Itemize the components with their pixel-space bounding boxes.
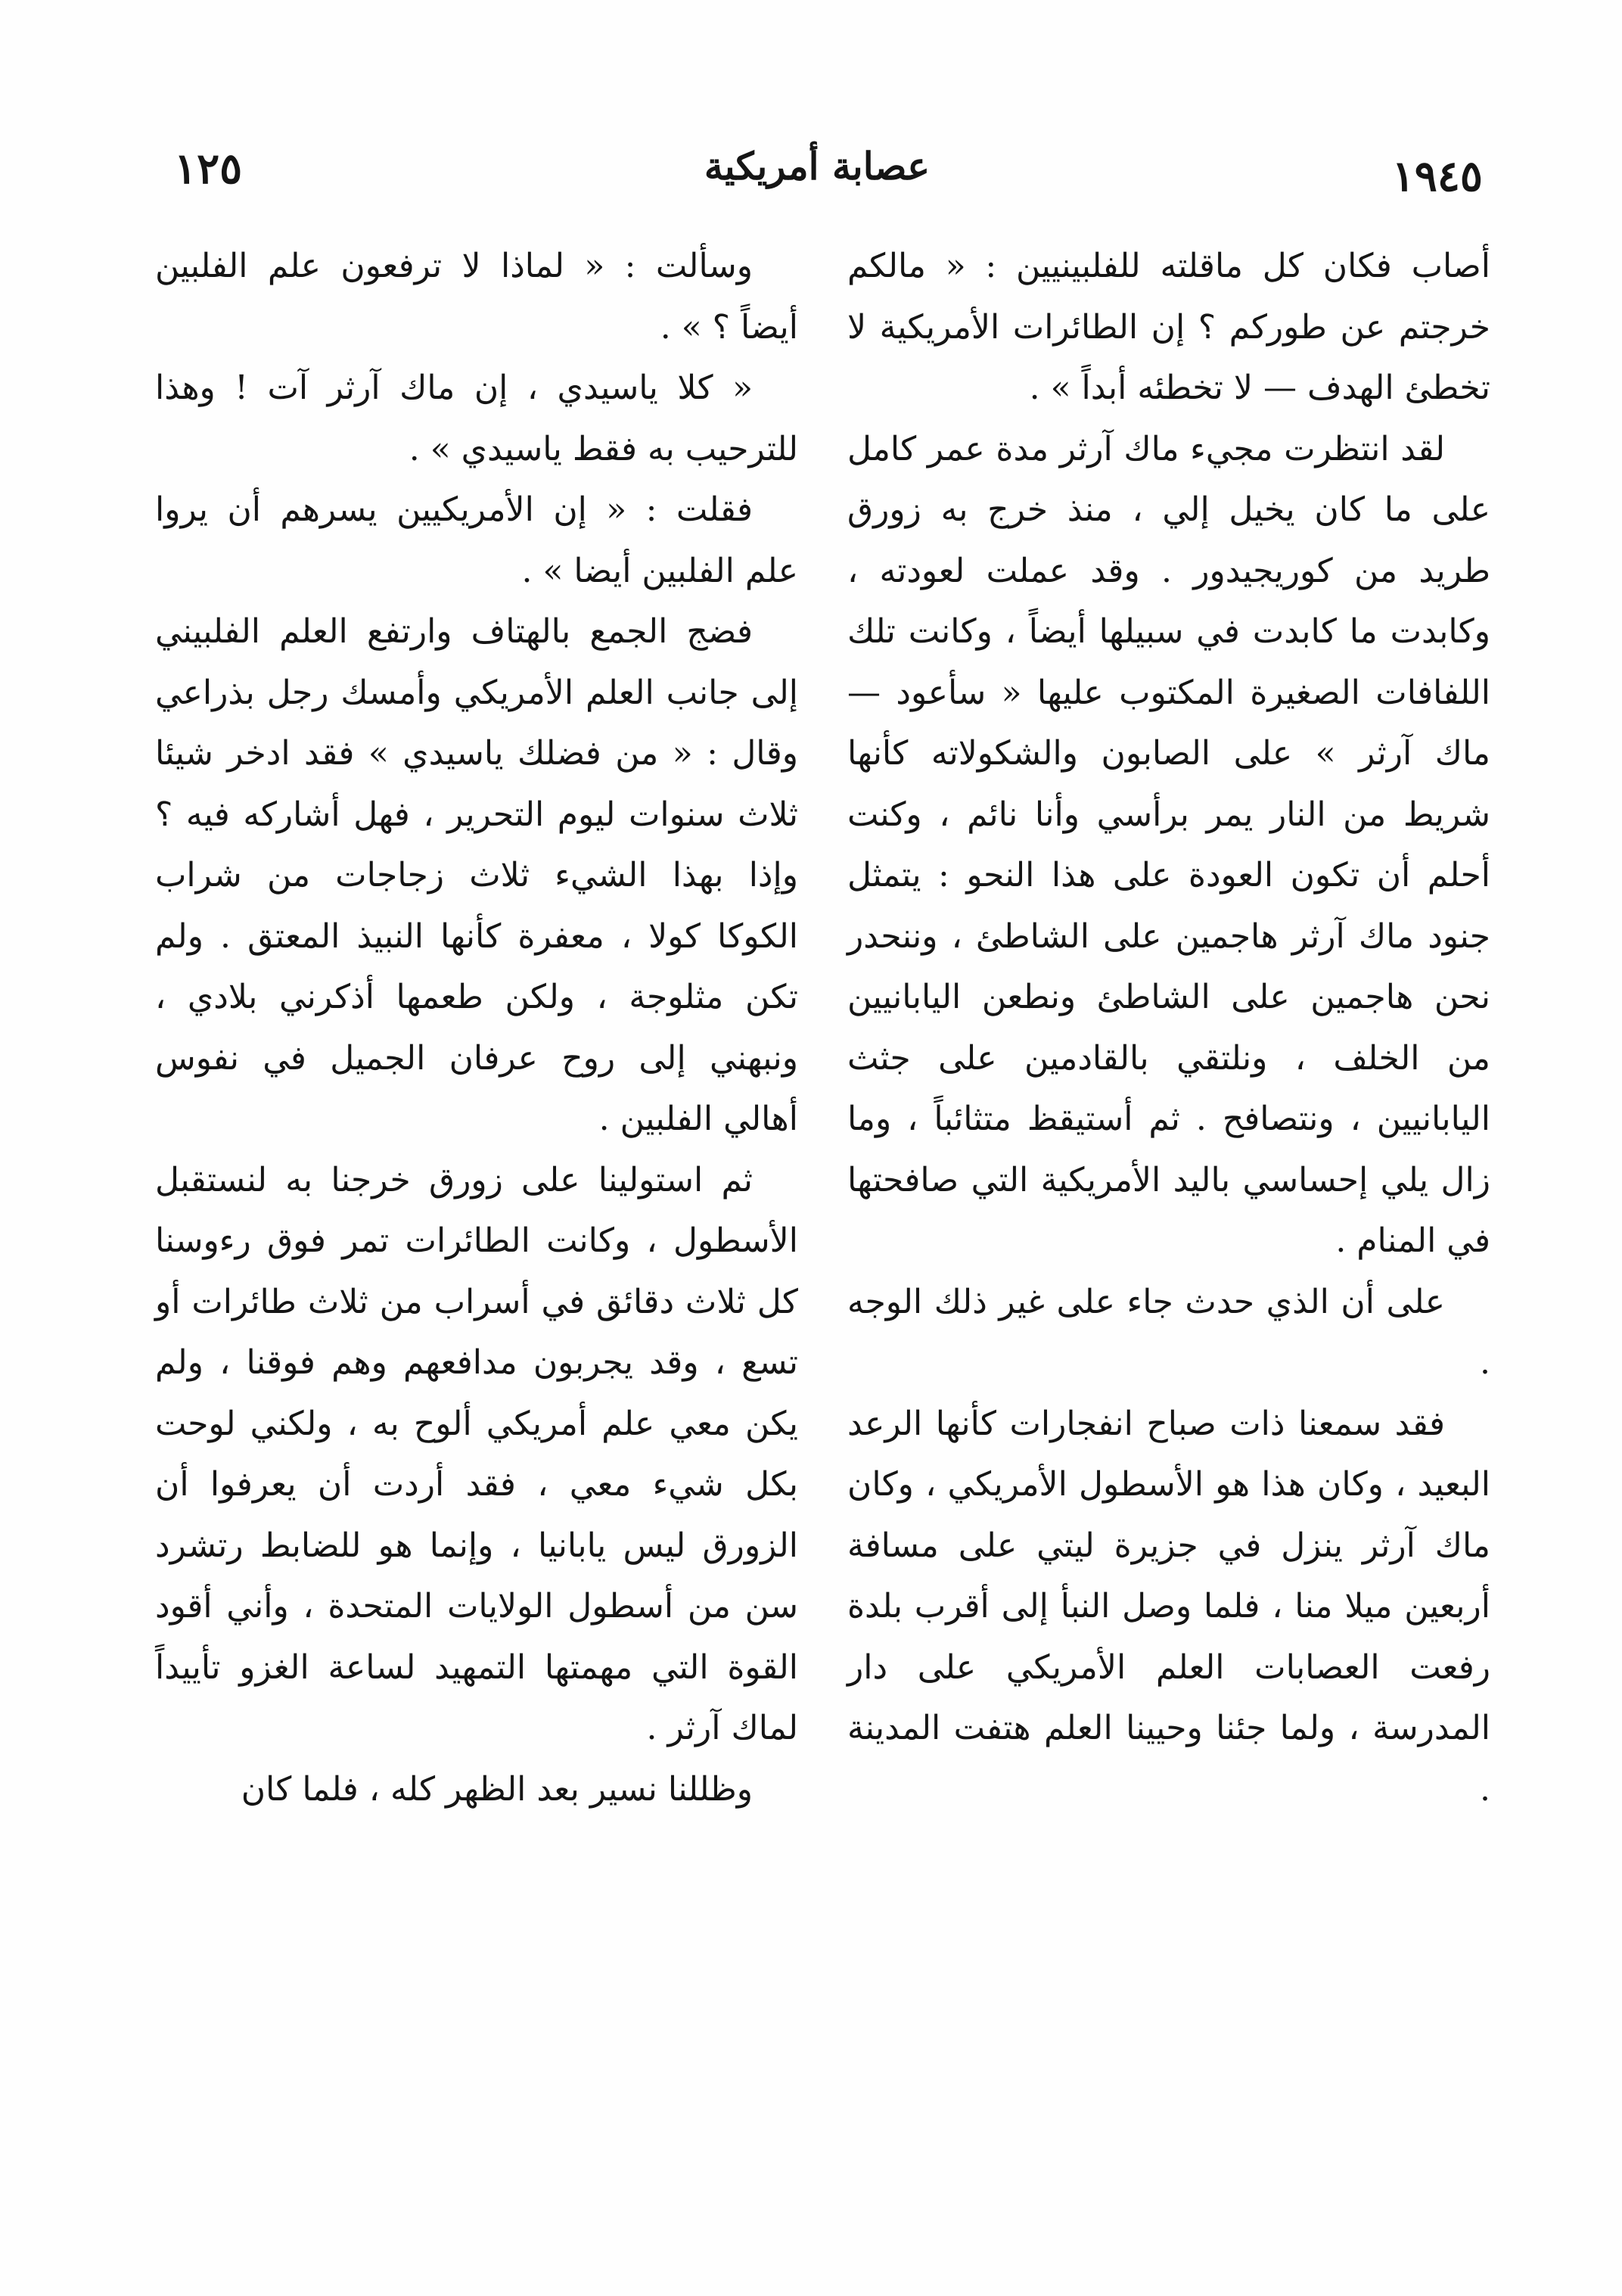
paragraph: فقد سمعنا ذات صباح انفجارات كأنها الرعد البعيد ، وكان هذا هو الأسطول الأمريكي ، وكان ماك آرثر ينزل في جزيرة ليتي على مسافة أربعين ميلا منا ، فلما وصل النبأ إلى أقرب بلدة رفعت العصابات العلم الأمريكي على دار المدرسة ، ولما جئنا وحيينا العلم هتفت المدينة . (847, 1404, 1490, 1809)
left-column (155, 236, 798, 1820)
paragraph: « كلا ياسيدي ، إن ماك آرثر آت ! وهذا للترحيب به فقط ياسيدي » . (155, 369, 798, 468)
running-header (151, 144, 1483, 204)
paragraph: وسألت : « لماذا لا ترفعون علم الفلبين أيضاً ؟ » . (155, 247, 798, 347)
paragraph: فقلت : « إن الأمريكيين يسرهم أن يروا علم الفلبين أيضا » . (155, 490, 798, 590)
paragraph: ثم استولينا على زورق خرجنا به لنستقبل الأسطول ، وكانت الطائرات تمر فوق رءوسنا كل ثلاث دقائق في أسراب من ثلاث طائرات أو تسع ، وقد يجربون مدافعهم وهم فوقنا ، ولم يكن معي علم أمريكي ألوح به ، ولكني لوحت بكل شيء معي ، فقد أردت أن يعرفوا أن الزورق ليس يابانيا ، وإنما هو للضابط رتشرد سن من أسطول الولايات المتحدة ، وأني أقود القوة التي مهمتها التمهيد لساعة الغزو تأييداً لماك آرثر . (155, 1160, 798, 1747)
paragraph: أصاب فكان كل ماقلته للفلبينيين : « مالكم خرجتم عن طوركم ؟ إن الطائرات الأمريكية لا تخطئ الهدف — لا تخطئه أبداً » . (847, 247, 1490, 407)
page-number: ١٢٥ (174, 144, 243, 194)
paragraph: لقد انتظرت مجيء ماك آرثر مدة عمر كامل على ما كان يخيل إلي ، منذ خرج به زورق طريد من كوريجيدور . وقد عملت لعودته ، وكابدت ما كابدت في سبيلها أيضاً ، وكانت تلك اللفافات الصغيرة المكتوب عليها « سأعود — ماك آرثر » على الصابون والشكولاته كأنها شريط من النار يمر برأسي وأنا نائم ، وكنت أحلم أن تكون العودة على هذا النحو : يتمثل جنود ماك آرثر هاجمين على الشاطئ ، وننحدر نحن هاجمين على الشاطئ ونطعن اليابانيين من الخلف ، ونلتقي بالقادمين على جثث اليابانيين ، ونتصافح . ثم أستيقظ متثائباً ، وما زال يلي إحساسي باليد الأمريكية التي صافحتها في المنام . (847, 429, 1490, 1260)
chapter-year: ١٩٤٥ (1391, 151, 1483, 201)
paragraph: وظللنا نسير بعد الظهر كله ، فلما كان (241, 1769, 753, 1809)
right-column (847, 236, 1490, 1820)
paragraph: على أن الذي حدث جاء على غير ذلك الوجه . (847, 1282, 1490, 1382)
running-title: عصابة أمريكية (704, 144, 931, 188)
paragraph: فضج الجمع بالهتاف وارتفع العلم الفلبيني إلى جانب العلم الأمريكي وأمسك رجل بذراعي وقال : « من فضلك ياسيدي » فقد ادخر شيئا ثلاث سنوات ليوم التحرير ، فهل أشاركه فيه ؟ وإذا بهذا الشيء ثلاث زجاجات من شراب الكوكا كولا ، معفرة كأنها النبيذ المعتق . ولم تكن مثلوجة ، ولكن طعمها أذكرني بلادي ، ونبهني إلى روح عرفان الجميل في نفوس أهالي الفلبين . (155, 612, 798, 1138)
